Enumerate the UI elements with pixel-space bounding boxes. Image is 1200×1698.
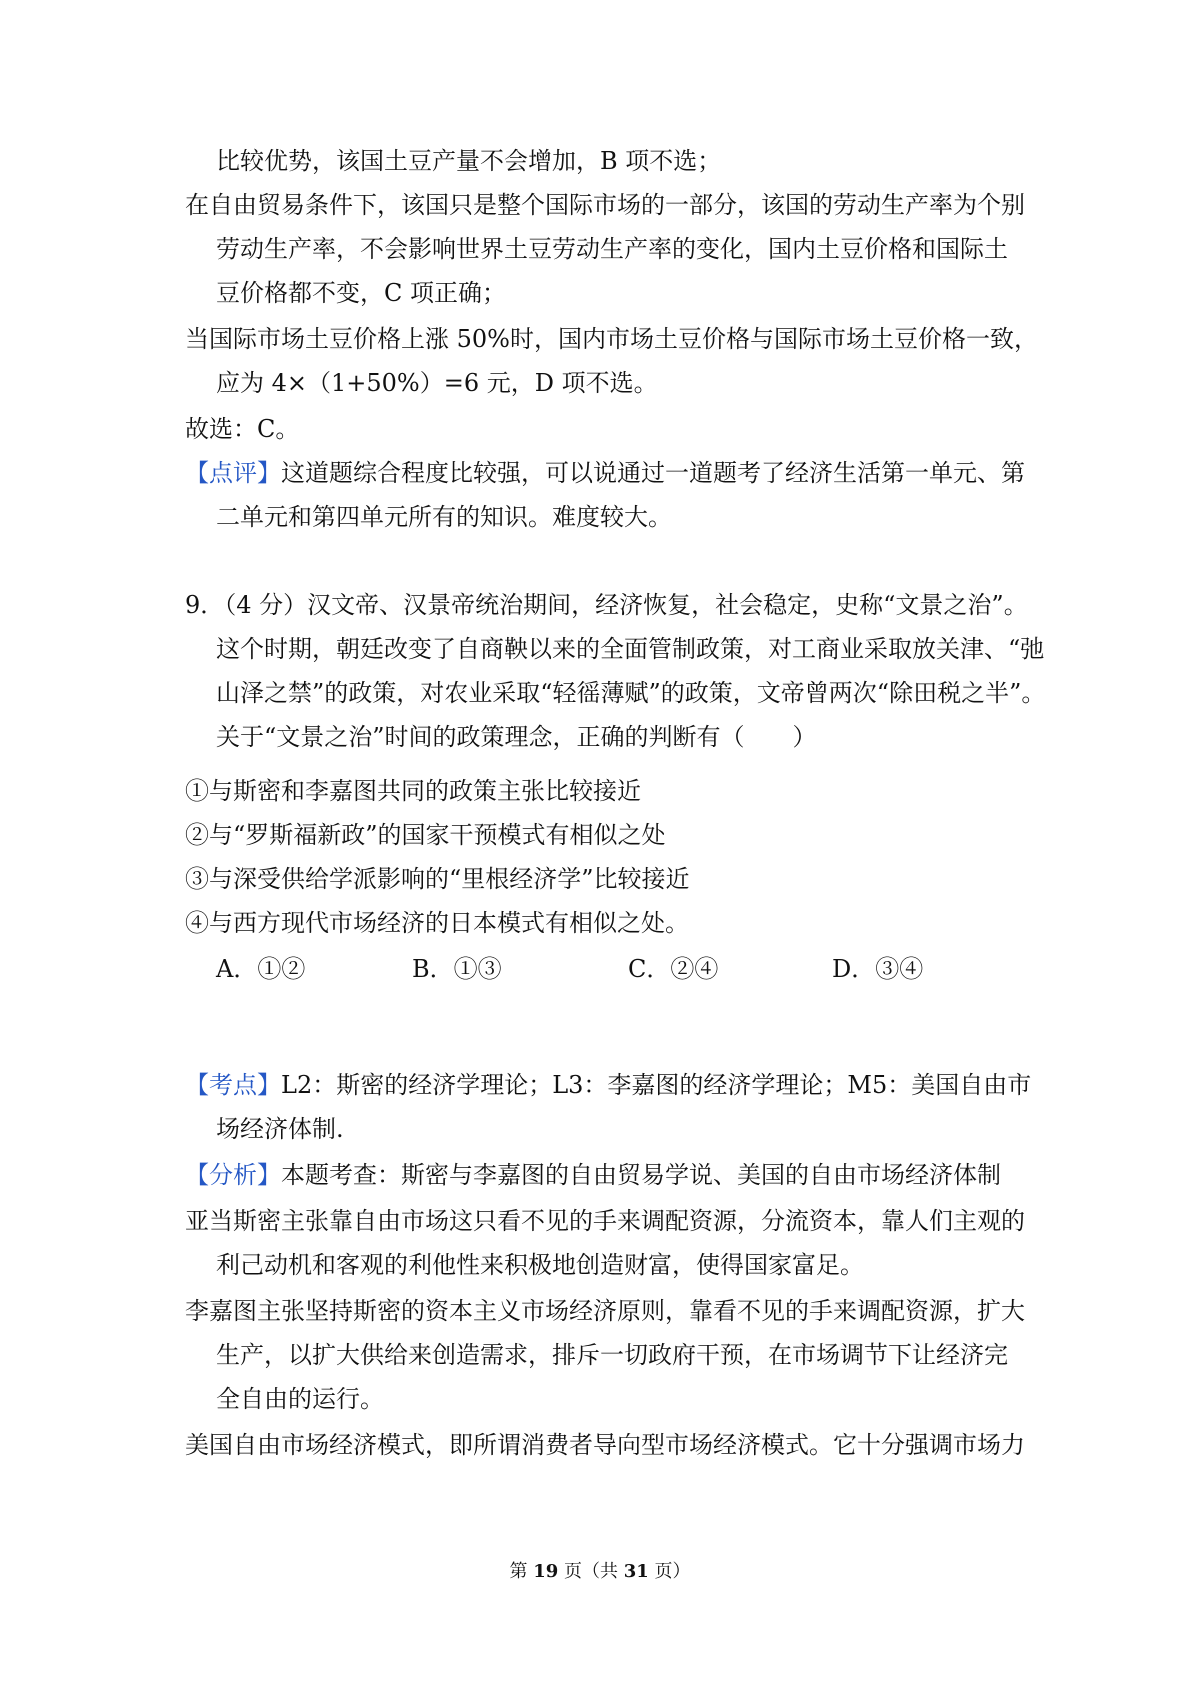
fenxi-text: 本题考查：斯密与李嘉图的自由贸易学说、美国的自由市场经济体制 bbox=[281, 1161, 1001, 1189]
fenxi-paragraph-line: 美国自由市场经济模式，即所谓消费者导向型市场经济模式。它十分强调市场力 bbox=[185, 1431, 1025, 1459]
comment-label: 【点评】 bbox=[185, 459, 281, 487]
footer-page-number: 19 bbox=[533, 1561, 559, 1582]
footer-prefix: 第 bbox=[509, 1561, 534, 1582]
answer-line: 故选：C。 bbox=[185, 415, 300, 443]
option-a: A．①② bbox=[216, 955, 306, 983]
statement-item: ③与深受供给学派影响的“里根经济学”比较接近 bbox=[185, 865, 690, 893]
footer-suffix: 页） bbox=[648, 1561, 691, 1582]
fenxi-paragraph-line: 亚当斯密主张靠自由市场这只看不见的手来调配资源，分流资本，靠人们主观的 bbox=[185, 1207, 1025, 1235]
analysis-line: 劳动生产率，不会影响世界土豆劳动生产率的变化，国内土豆价格和国际土 bbox=[216, 235, 1008, 263]
fenxi-line bbox=[185, 1160, 1001, 1190]
fenxi-label: 【分析】 bbox=[185, 1161, 281, 1189]
analysis-line: 比较优势，该国土豆产量不会增加，B 项不选； bbox=[216, 147, 722, 175]
statement-item: ④与西方现代市场经济的日本模式有相似之处。 bbox=[185, 909, 689, 937]
question-stem: 这个时期，朝廷改变了自商鞅以来的全面管制政策，对工商业采取放关津、“弛 bbox=[216, 635, 1045, 663]
page-footer bbox=[0, 1560, 1200, 1584]
question-stem: 9．（4 分）汉文帝、汉景帝统治期间，经济恢复，社会稳定，史称“文景之治”。 bbox=[185, 591, 1028, 619]
analysis-line: 当国际市场土豆价格上涨 50%时，国内市场土豆价格与国际市场土豆价格一致， bbox=[185, 325, 1038, 353]
footer-middle: 页（共 bbox=[558, 1561, 624, 1582]
statement-item: ①与斯密和李嘉图共同的政策主张比较接近 bbox=[185, 777, 641, 805]
comment-text: 这道题综合程度比较强，可以说通过一道题考了经济生活第一单元、第 bbox=[281, 459, 1025, 487]
fenxi-paragraph-line: 生产，以扩大供给来创造需求，排斥一切政府干预，在市场调节下让经济完 bbox=[216, 1341, 1008, 1369]
kaodian-line: 场经济体制. bbox=[216, 1115, 344, 1143]
question-stem: 山泽之禁”的政策，对农业采取“轻徭薄赋”的政策，文帝曾两次“除田税之半”。 bbox=[216, 679, 1046, 707]
option-c: C．②④ bbox=[628, 955, 719, 983]
analysis-line: 在自由贸易条件下，该国只是整个国际市场的一部分，该国的劳动生产率为个别 bbox=[185, 191, 1025, 219]
fenxi-paragraph-line: 全自由的运行。 bbox=[216, 1385, 384, 1413]
option-d: D．③④ bbox=[832, 955, 924, 983]
kaodian-line bbox=[185, 1070, 1031, 1100]
comment-line bbox=[185, 458, 1025, 488]
comment-line: 二单元和第四单元所有的知识。难度较大。 bbox=[216, 503, 672, 531]
fenxi-paragraph-line: 利己动机和客观的利他性来积极地创造财富，使得国家富足。 bbox=[216, 1251, 864, 1279]
analysis-line: 豆价格都不变，C 项正确； bbox=[216, 279, 506, 307]
question-stem: 关于“文景之治”时间的政策理念，正确的判断有（ ） bbox=[216, 723, 817, 751]
kaodian-text: L2：斯密的经济学理论；L3：李嘉图的经济学理论；M5：美国自由市 bbox=[281, 1071, 1032, 1099]
option-b: B．①③ bbox=[412, 955, 502, 983]
fenxi-paragraph-line: 李嘉图主张坚持斯密的资本主义市场经济原则，靠看不见的手来调配资源，扩大 bbox=[185, 1297, 1025, 1325]
analysis-line: 应为 4×（1+50%）=6 元，D 项不选。 bbox=[216, 369, 658, 397]
footer-total-pages: 31 bbox=[623, 1561, 649, 1582]
statement-item: ②与“罗斯福新政”的国家干预模式有相似之处 bbox=[185, 821, 666, 849]
kaodian-label: 【考点】 bbox=[185, 1071, 281, 1099]
